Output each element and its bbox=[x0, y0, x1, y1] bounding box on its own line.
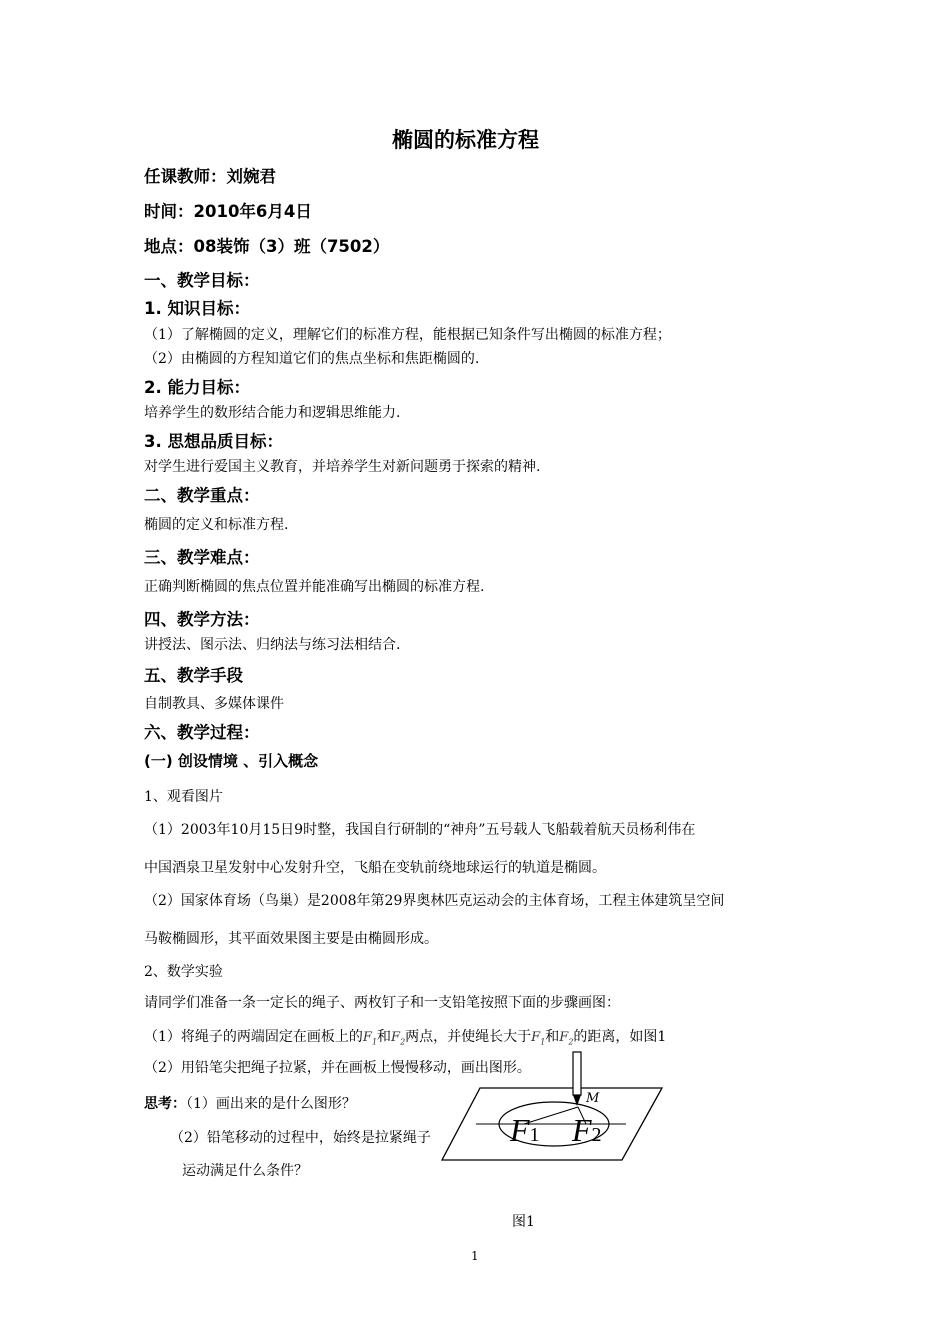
think-question-1: （1）画出来的是什么图形？ bbox=[186, 1096, 356, 1112]
step-1-text-b: 和 bbox=[377, 1029, 392, 1045]
process-para-3a: （2）国家体育场（鸟巢）是2008年第29界奥林匹克运动会的主体育场，工程主体建筑呈空间 bbox=[144, 893, 725, 909]
section-difficulties-text: 正确判断椭圆的焦点位置并能准确写出椭圆的标准方程. bbox=[144, 579, 485, 595]
process-para-4: 2、数学实验 bbox=[144, 964, 223, 980]
step-1-text-e: 的距离，如图1 bbox=[573, 1029, 667, 1045]
knowledge-objective-2: （2）由椭圆的方程知道它们的焦点坐标和焦距椭圆的. bbox=[144, 351, 480, 367]
f2-symbol: $F_2$ bbox=[391, 1030, 406, 1047]
point-m-label: M bbox=[586, 1091, 600, 1106]
step-1-text-c: 两点，并使绳长大于 bbox=[405, 1029, 532, 1045]
process-para-3b: 马鞍椭圆形，其平面效果图主要是由椭圆形成。 bbox=[144, 931, 438, 947]
section-objectives-heading: 一、教学目标： bbox=[144, 271, 260, 290]
f1-symbol-2: $F_1$ bbox=[531, 1030, 546, 1047]
step-1-text-a: （1）将绳子的两端固定在画板上的 bbox=[144, 1029, 363, 1045]
process-para-2b: 中国酒泉卫星发射中心发射升空，飞船在变轨前绕地球运行的轨道是椭圆。 bbox=[144, 860, 606, 876]
step-1-text-d: 和 bbox=[545, 1029, 560, 1045]
think-line-1 bbox=[144, 1093, 356, 1113]
section-methods-heading: 四、教学方法： bbox=[144, 610, 260, 629]
process-para-1: 1、观看图片 bbox=[144, 789, 223, 805]
moral-objective-heading: 3. 思想品质目标： bbox=[144, 432, 283, 451]
page-title: 椭圆的标准方程 bbox=[392, 128, 539, 152]
think-label: 思考： bbox=[144, 1096, 186, 1112]
process-para-2a: （1）2003年10月15日9时整，我国自行研制的“神舟”五号载人飞船载着航天员杨利伟在 bbox=[144, 822, 696, 838]
page-number: 1 bbox=[471, 1249, 479, 1263]
figure-caption: 图1 bbox=[512, 1214, 535, 1230]
pencil-body bbox=[573, 1052, 581, 1095]
location-line: 地点：08装饰（3）班（7502） bbox=[144, 237, 390, 256]
ability-objective-text: 培养学生的数形结合能力和逻辑思维能力. bbox=[144, 405, 401, 421]
section-process-heading: 六、教学过程： bbox=[144, 723, 260, 742]
f2-symbol-2: $F_2$ bbox=[559, 1030, 574, 1047]
section-methods-text: 讲授法、图示法、归纳法与练习法相结合. bbox=[144, 637, 401, 653]
focus-f2-label: F2 bbox=[572, 1112, 602, 1148]
moral-objective-text: 对学生进行爱国主义教育，并培养学生对新问题勇于探索的精神. bbox=[144, 459, 541, 475]
section-means-text: 自制教具、多媒体课件 bbox=[144, 696, 284, 712]
section-keypoints-text: 椭圆的定义和标准方程. bbox=[144, 517, 289, 533]
section-difficulties-heading: 三、教学难点： bbox=[144, 548, 260, 567]
teacher-line: 任课教师：刘婉君 bbox=[144, 167, 276, 186]
process-para-5: 请同学们准备一条一定长的绳子、两枚钉子和一支铅笔按照下面的步骤画图： bbox=[144, 995, 620, 1011]
ellipse-figure bbox=[440, 1050, 670, 1165]
step-1-line bbox=[144, 1026, 666, 1047]
process-subheading: (一) 创设情境 、引入概念 bbox=[144, 752, 319, 770]
time-line: 时间：2010年6月4日 bbox=[144, 202, 312, 221]
think-question-3: 运动满足什么条件？ bbox=[182, 1163, 308, 1179]
ability-objective-heading: 2. 能力目标： bbox=[144, 378, 250, 397]
section-means-heading: 五、教学手段 bbox=[144, 666, 243, 685]
f1-symbol: $F_1$ bbox=[362, 1030, 378, 1047]
step-2-line: （2）用铅笔尖把绳子拉紧，并在画板上慢慢移动，画出图形。 bbox=[144, 1060, 531, 1076]
knowledge-objective-heading: 1. 知识目标： bbox=[144, 299, 250, 318]
focus-f1-label: F1 bbox=[510, 1112, 540, 1148]
knowledge-objective-1: （1）了解椭圆的定义，理解它们的标准方程，能根据已知条件写出椭圆的标准方程； bbox=[144, 327, 671, 343]
think-question-2: （2）铅笔移动的过程中，始终是拉紧绳子 bbox=[170, 1130, 431, 1146]
section-keypoints-heading: 二、教学重点： bbox=[144, 486, 260, 505]
